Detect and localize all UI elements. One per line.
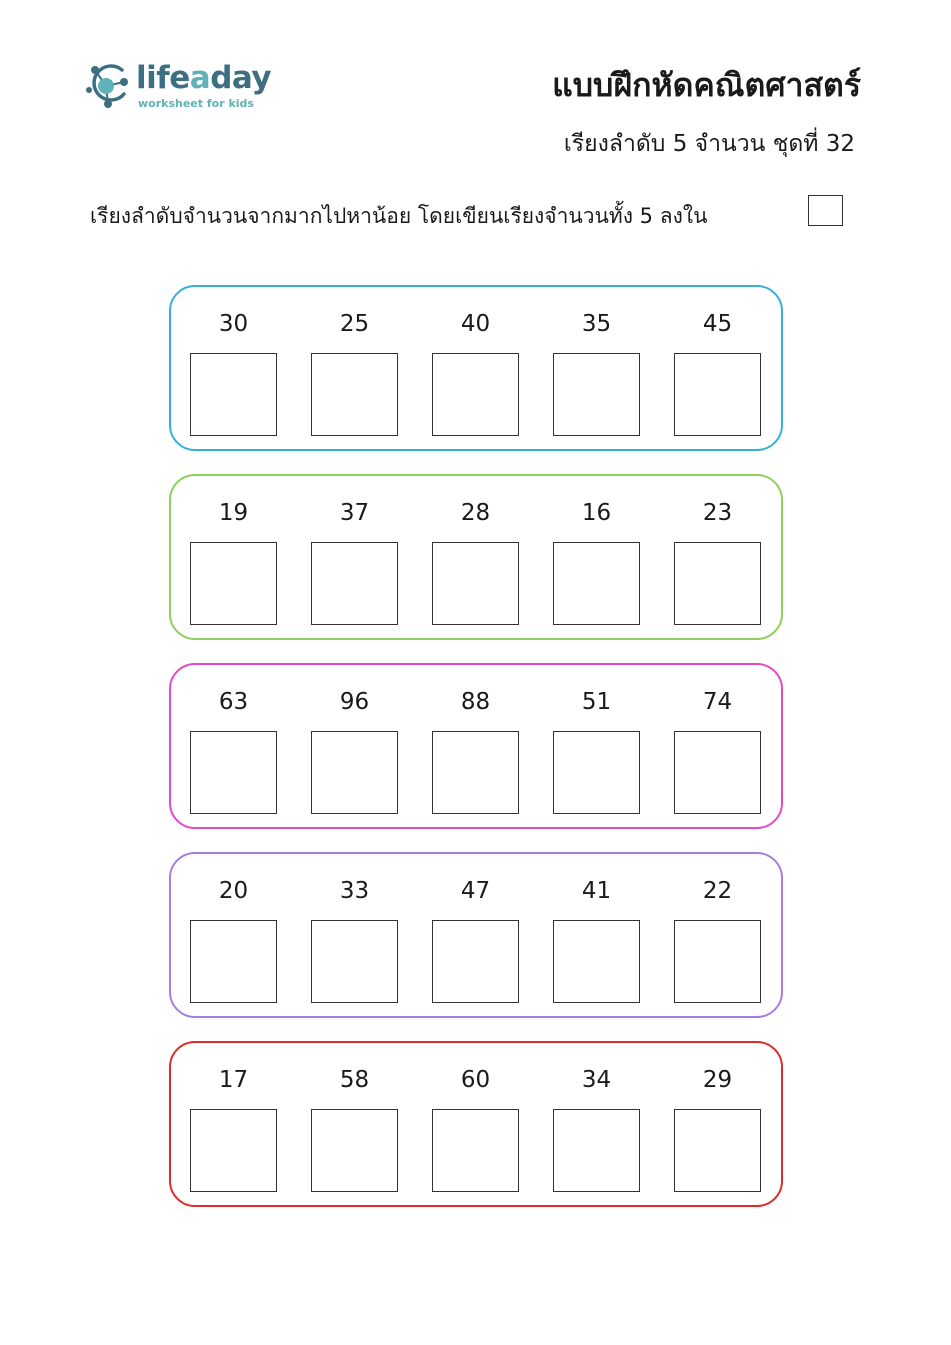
answer-box[interactable] <box>190 731 277 814</box>
given-number: 25 <box>339 311 370 337</box>
page-title: แบบฝึกหัดคณิตศาสตร์ <box>552 66 861 104</box>
given-number: 74 <box>702 689 733 715</box>
number-group-5 <box>169 1041 783 1207</box>
answer-box[interactable] <box>432 731 519 814</box>
answer-box[interactable] <box>553 1109 640 1192</box>
answer-box[interactable] <box>432 542 519 625</box>
answer-box[interactable] <box>674 920 761 1003</box>
answer-box[interactable] <box>190 353 277 436</box>
molecule-logo-icon <box>86 60 132 110</box>
given-number: 96 <box>339 689 370 715</box>
answer-box[interactable] <box>311 542 398 625</box>
answer-box[interactable] <box>674 1109 761 1192</box>
lifeaday-logo <box>86 58 276 118</box>
given-number: 16 <box>581 500 612 526</box>
logo-word-part: a <box>189 60 211 96</box>
given-number: 60 <box>460 1067 491 1093</box>
answer-box[interactable] <box>553 920 640 1003</box>
number-group-2 <box>169 474 783 640</box>
answer-box[interactable] <box>311 920 398 1003</box>
given-number: 17 <box>218 1067 249 1093</box>
given-number: 37 <box>339 500 370 526</box>
logo-tagline: worksheet for kids <box>138 97 254 110</box>
given-number: 34 <box>581 1067 612 1093</box>
given-number: 28 <box>460 500 491 526</box>
answer-box[interactable] <box>432 353 519 436</box>
given-number: 58 <box>339 1067 370 1093</box>
number-group-4 <box>169 852 783 1018</box>
answer-box[interactable] <box>553 731 640 814</box>
given-number: 40 <box>460 311 491 337</box>
given-number: 47 <box>460 878 491 904</box>
given-number: 30 <box>218 311 249 337</box>
number-group-3 <box>169 663 783 829</box>
answer-box[interactable] <box>674 353 761 436</box>
instruction-sample-box <box>808 195 843 226</box>
number-group-1 <box>169 285 783 451</box>
given-number: 33 <box>339 878 370 904</box>
answer-box[interactable] <box>311 353 398 436</box>
answer-box[interactable] <box>190 920 277 1003</box>
answer-box[interactable] <box>674 731 761 814</box>
answer-box[interactable] <box>553 353 640 436</box>
answer-box[interactable] <box>553 542 640 625</box>
answer-box[interactable] <box>674 542 761 625</box>
instruction-text: เรียงลำดับจำนวนจากมากไปหาน้อย โดยเขียนเรียงจำนวนทั้ง 5 ลงใน <box>90 204 708 228</box>
worksheet-subtitle: เรียงลำดับ 5 จำนวน ชุดที่ 32 <box>563 131 855 157</box>
given-number: 41 <box>581 878 612 904</box>
logo-word-part: life <box>136 60 190 96</box>
given-number: 19 <box>218 500 249 526</box>
given-number: 20 <box>218 878 249 904</box>
answer-box[interactable] <box>432 920 519 1003</box>
given-number: 22 <box>702 878 733 904</box>
given-number: 29 <box>702 1067 733 1093</box>
given-number: 35 <box>581 311 612 337</box>
given-number: 63 <box>218 689 249 715</box>
given-number: 51 <box>581 689 612 715</box>
given-number: 23 <box>702 500 733 526</box>
answer-box[interactable] <box>432 1109 519 1192</box>
given-number: 45 <box>702 311 733 337</box>
logo-wordmark <box>136 60 271 96</box>
logo-word-part: day <box>210 60 272 96</box>
answer-box[interactable] <box>311 731 398 814</box>
given-number: 88 <box>460 689 491 715</box>
answer-box[interactable] <box>190 1109 277 1192</box>
answer-box[interactable] <box>311 1109 398 1192</box>
answer-box[interactable] <box>190 542 277 625</box>
